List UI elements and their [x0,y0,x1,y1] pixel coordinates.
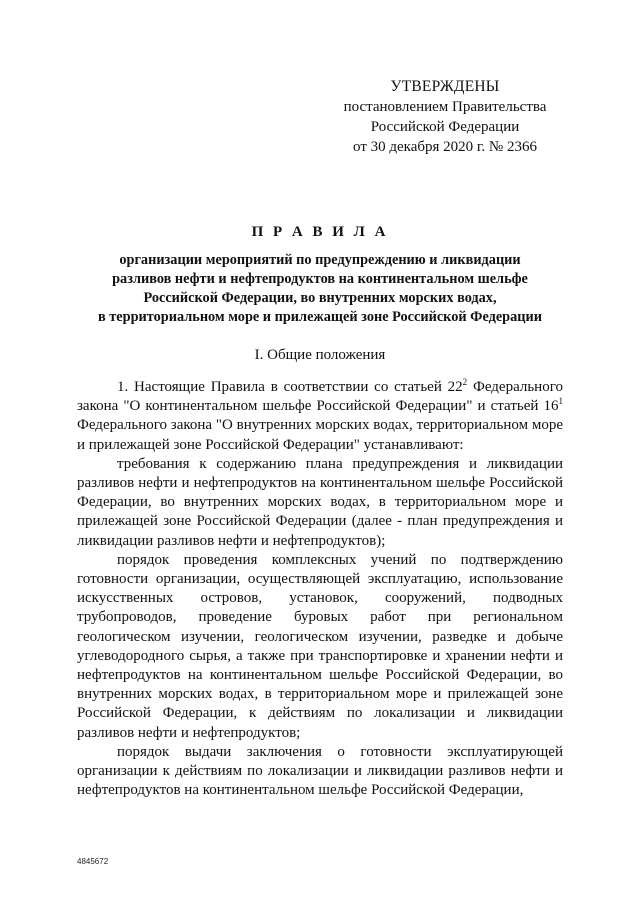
approval-title: УТВЕРЖДЕНЫ [390,78,500,95]
section-heading: I. Общие положения [254,347,386,363]
approval-line-3: от 30 декабря 2020 г. № 2366 [353,139,537,155]
footnote-mark-1: 2 [462,377,468,387]
paragraph-1-part-1: 1. Настоящие Правила в соответствии со статьей 22 [117,379,463,395]
rules-subtitle-line-3: Российской Федерации, во внутренних морских водах, [143,290,497,306]
document-body [77,378,563,800]
approval-block [330,77,560,157]
rules-subtitle-line-1: организации мероприятий по предупреждению и ликвидации [119,252,521,268]
paragraph-1-part-2: Федерального закона "О континентальном шельфе Российской Федерации" и статьей 16 [77,379,563,415]
rules-subtitle-line-2: разливов нефти и нефтепродуктов на континентальном шельфе [112,271,528,287]
rules-subtitle [60,251,580,327]
paragraph-1-part-3: Федерального закона "О внутренних морских водах, территориальном море и прилежащей зоне Российской Федерации" устанавливают: [77,417,563,453]
list-item-exercises: порядок проведения комплексных учений по подтверждению готовности организации, осуществляющей эксплуатацию, использование искусственных островов, установок, сооружений, подводных трубопроводов, проведение буровых работ при региональном геологическом изучении, геологическом изучении, разведке и добыче углеводородного сырья, а также при транспортировке и хранении нефти и нефтепродуктов на континентальном шельфе Российской Федерации, во внутренних морских водах, в территориальном море и прилежащей зоне Российской Федерации, к действиям по локализации и ликвидации разливов нефти и нефтепродуктов; [77,551,563,741]
list-item-requirements: требования к содержанию плана предупреждения и ликвидации разливов нефти и нефтепродуктов на континентальном шельфе Российской Федерации, во внутренних морских водах, в территориальном море и прилежащей зоне Российской Федерации (далее - план предупреждения и ликвидации разливов нефти и нефтепродуктов); [77,455,563,549]
approval-line-1: постановлением Правительства [343,99,547,115]
rules-title: П Р А В И Л А [251,224,389,240]
paragraph-1 [77,378,563,455]
approval-line-2: Российской Федерации [370,119,520,135]
list-item-conclusion: порядок выдачи заключения о готовности эксплуатирующей организации к действиям по локализации и ликвидации разливов нефти и нефтепродуктов на континентальном шельфе Российской Федерации, [77,743,563,799]
rules-subtitle-line-4: в территориальном море и прилежащей зоне Российской Федерации [97,309,542,325]
footnote-mark-2: 1 [558,396,563,407]
document-number: 4845672 [77,857,109,866]
